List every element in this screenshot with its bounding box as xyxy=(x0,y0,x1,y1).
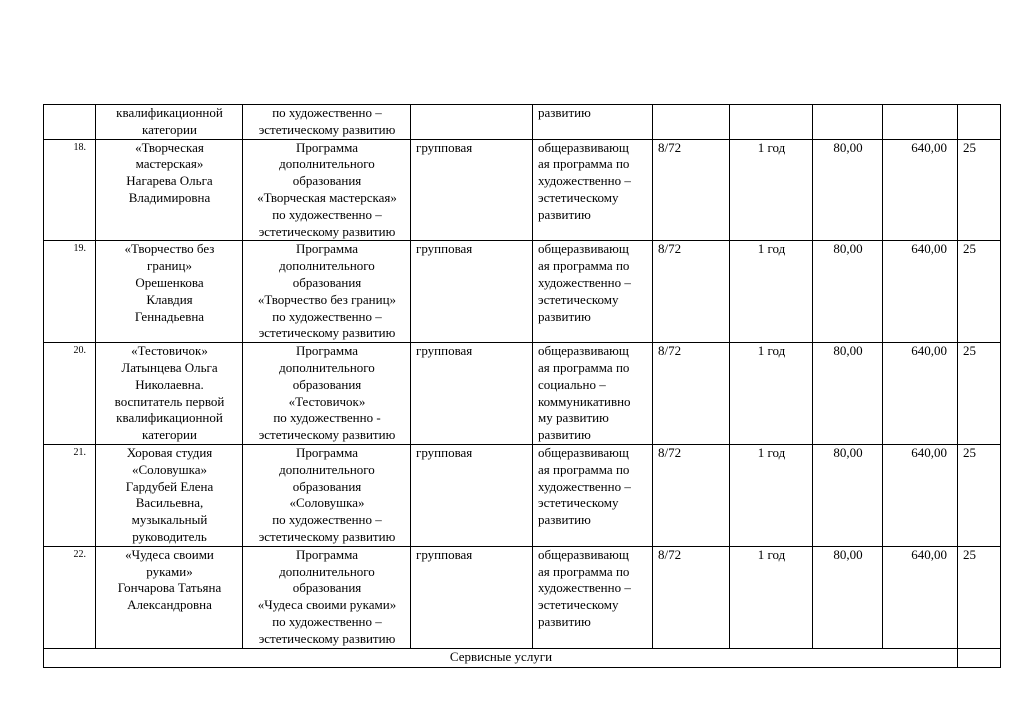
table-row xyxy=(44,444,1001,546)
count-cell: 25 xyxy=(958,546,1001,648)
fee-cell: 640,00 xyxy=(883,546,958,648)
table-row xyxy=(44,241,1001,343)
hours-cell: 8/72 xyxy=(653,546,730,648)
fee-cell xyxy=(883,105,958,140)
circle-name-cell: «Творчество без границ» Орешенкова Клавдия Геннадьевна xyxy=(96,241,243,343)
count-cell: 25 xyxy=(958,241,1001,343)
program-cell: Программа дополнительного образования «Творчество без границ» по художественно – эстетическому развитию xyxy=(243,241,411,343)
form-cell: групповая xyxy=(411,546,533,648)
program-type-cell: общеразвивающ ая программа по социально – коммуникативно му развитию развитию xyxy=(533,343,653,445)
program-cell: Программа дополнительного образования «Творческая мастерская» по художественно – эстетическому развитию xyxy=(243,139,411,241)
fee-cell: 640,00 xyxy=(883,343,958,445)
form-cell: групповая xyxy=(411,241,533,343)
program-cell: Программа дополнительного образования «Чудеса своими руками» по художественно – эстетическому развитию xyxy=(243,546,411,648)
table-row xyxy=(44,546,1001,648)
program-type-cell: развитию xyxy=(533,105,653,140)
circle-name-cell: квалификационной категории xyxy=(96,105,243,140)
hours-cell: 8/72 xyxy=(653,343,730,445)
form-cell: групповая xyxy=(411,444,533,546)
form-cell xyxy=(411,105,533,140)
program-type-cell: общеразвивающ ая программа по художественно – эстетическому развитию xyxy=(533,241,653,343)
price-cell: 80,00 xyxy=(813,241,883,343)
service-section-label: Сервисные услуги xyxy=(44,648,958,667)
price-cell: 80,00 xyxy=(813,343,883,445)
program-type-cell: общеразвивающ ая программа по художественно – эстетическому развитию xyxy=(533,139,653,241)
fee-cell: 640,00 xyxy=(883,241,958,343)
duration-cell: 1 год xyxy=(730,444,813,546)
price-cell: 80,00 xyxy=(813,546,883,648)
circle-name-cell: Хоровая студия «Соловушка» Гардубей Елена Васильевна, музыкальный руководитель xyxy=(96,444,243,546)
price-cell: 80,00 xyxy=(813,444,883,546)
row-number-cell xyxy=(44,105,96,140)
row-number-cell: 18. xyxy=(44,139,96,241)
row-number-cell: 19. xyxy=(44,241,96,343)
form-cell: групповая xyxy=(411,139,533,241)
circle-name-cell: «Творческая мастерская» Нагарева Ольга Владимировна xyxy=(96,139,243,241)
row-number-cell: 22. xyxy=(44,546,96,648)
count-cell: 25 xyxy=(958,343,1001,445)
program-type-cell: общеразвивающ ая программа по художественно – эстетическому развитию xyxy=(533,444,653,546)
program-cell: по художественно – эстетическому развитию xyxy=(243,105,411,140)
section-header-row xyxy=(44,648,1001,667)
hours-cell xyxy=(653,105,730,140)
count-cell: 25 xyxy=(958,444,1001,546)
hours-cell: 8/72 xyxy=(653,444,730,546)
circle-name-cell: «Чудеса своими руками» Гончарова Татьяна Александровна xyxy=(96,546,243,648)
hours-cell: 8/72 xyxy=(653,139,730,241)
duration-cell xyxy=(730,105,813,140)
count-cell xyxy=(958,105,1001,140)
price-cell xyxy=(813,105,883,140)
fee-cell: 640,00 xyxy=(883,139,958,241)
duration-cell: 1 год xyxy=(730,241,813,343)
duration-cell: 1 год xyxy=(730,546,813,648)
price-cell: 80,00 xyxy=(813,139,883,241)
duration-cell: 1 год xyxy=(730,139,813,241)
program-cell: Программа дополнительного образования «Соловушка» по художественно – эстетическому развитию xyxy=(243,444,411,546)
program-type-cell: общеразвивающ ая программа по художественно – эстетическому развитию xyxy=(533,546,653,648)
duration-cell: 1 год xyxy=(730,343,813,445)
hours-cell: 8/72 xyxy=(653,241,730,343)
table-row xyxy=(44,139,1001,241)
row-number-cell: 21. xyxy=(44,444,96,546)
count-cell xyxy=(958,648,1001,667)
program-cell: Программа дополнительного образования «Тестовичок» по художественно - эстетическому развитию xyxy=(243,343,411,445)
fee-cell: 640,00 xyxy=(883,444,958,546)
form-cell: групповая xyxy=(411,343,533,445)
table-row xyxy=(44,343,1001,445)
row-number-cell: 20. xyxy=(44,343,96,445)
services-table xyxy=(43,104,1001,668)
circle-name-cell: «Тестовичок» Латынцева Ольга Николаевна. воспитатель первой квалификационной категории xyxy=(96,343,243,445)
count-cell: 25 xyxy=(958,139,1001,241)
table-row xyxy=(44,105,1001,140)
